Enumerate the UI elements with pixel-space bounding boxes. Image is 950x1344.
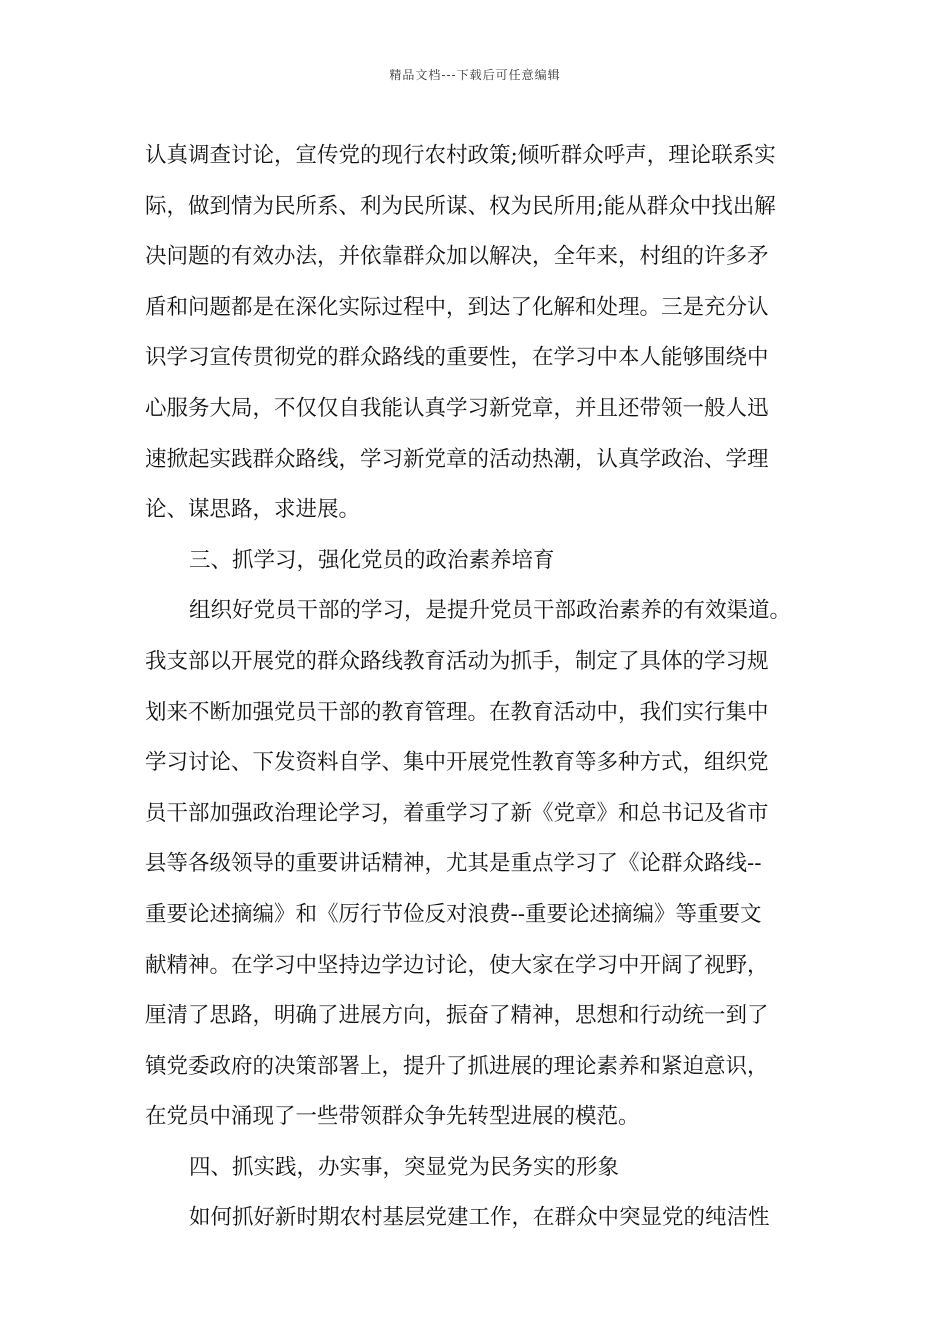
text-line: 盾和问题都是在深化实际过程中，到达了化解和处理。三是充分认 [145,294,769,320]
text-line: 认真调查讨论，宣传党的现行农村政策;倾听群众呼声，理论联系实 [145,143,776,168]
text-line: 县等各级领导的重要讲话精神，尤其是重点学习了《论群众路线-- [145,851,762,877]
text-line: 厘清了思路，明确了进展方向，振奋了精神，思想和行动统一到了 [145,1003,769,1029]
text-line: 际，做到情为民所系、利为民所谋、权为民所用;能从群众中找出解 [145,193,776,219]
text-line: 镇党委政府的决策部署上，提升了抓进展的理论素养和紧迫意识， [145,1053,769,1079]
text-line: 员干部加强政治理论学习，着重学习了新《党章》和总书记及省市 [145,800,769,826]
page-header: 精品文档---下载后可任意编辑 [389,68,561,82]
text-line: 重要论述摘编》和《厉行节俭反对浪费--重要论述摘编》等重要文 [145,901,762,927]
document-body [145,131,813,1244]
text-line: 三、抓学习，强化党员的政治素养培育 [189,547,555,573]
text-line: 如何抓好新时期农村基层党建工作，在群众中突显党的纯洁性 [189,1205,770,1231]
text-line: 献精神。在学习中坚持边学边讨论，使大家在学习中开阔了视野， [145,952,769,978]
text-line: 论、谋思路，求进展。 [145,497,361,523]
text-line: 划来不断加强党员干部的教育管理。在教育活动中，我们实行集中 [145,699,769,725]
text-line: 学习讨论、下发资料自学、集中开展党性教育等多种方式，组织党 [145,750,769,776]
text-line: 四、抓实践，办实事，突显党为民务实的形象 [189,1154,620,1180]
text-line: 组织好党员干部的学习，是提升党员干部政治素养的有效渠道。 [189,598,792,624]
text-line: 我支部以开展党的群众路线教育活动为抓手，制定了具体的学习规 [145,648,769,674]
text-line: 速掀起实践群众路线，学习新党章的活动热潮，认真学政治、学理 [145,446,769,472]
text-line: 决问题的有效办法，并依靠群众加以解决，全年来，村组的许多矛 [145,244,769,270]
text-line: 识学习宣传贯彻党的群众路线的重要性，在学习中本人能够围绕中 [145,345,769,371]
text-line: 在党员中涌现了一些带领群众争先转型进展的模范。 [145,1104,640,1130]
text-line: 心服务大局，不仅仅自我能认真学习新党章，并且还带领一般人迅 [145,395,769,421]
